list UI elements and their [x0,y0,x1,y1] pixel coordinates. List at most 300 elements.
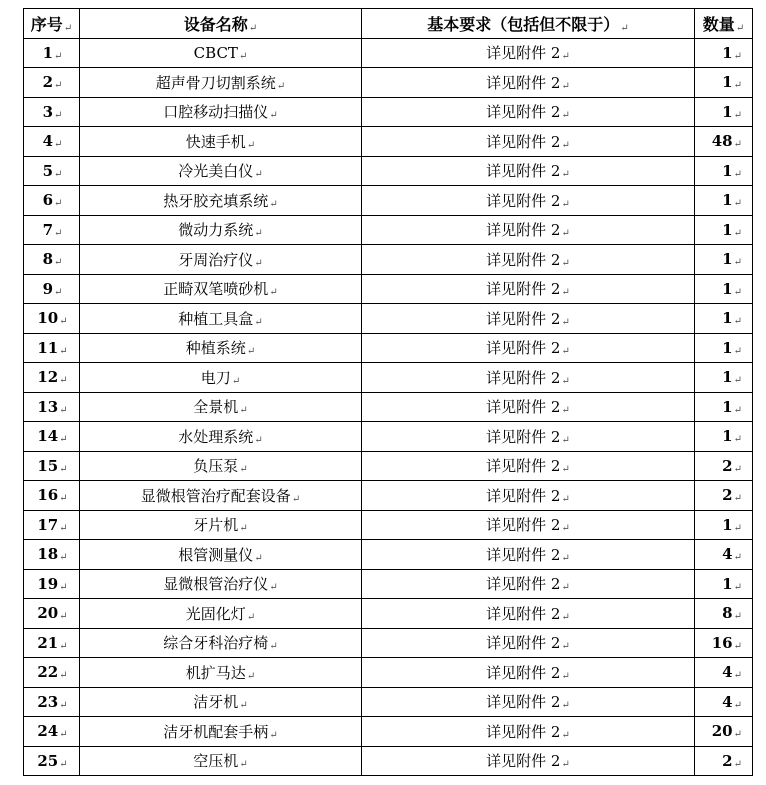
row-quantity-text: 1 [722,73,733,92]
row-serial-number-text: 18 [37,545,59,564]
paragraph-mark: ↵ [269,287,278,299]
paragraph-mark: ↵ [254,552,263,564]
row-requirement [362,599,695,629]
row-requirement-text: 详见附件 2 [486,309,561,328]
paragraph-mark: ↵ [561,198,570,210]
row-quantity-text: 1 [722,191,733,210]
header-equipment-name: 设备名称↵ [80,9,362,39]
paragraph-mark: ↵ [733,552,742,564]
row-serial-number-text: 20 [37,604,59,623]
row-requirement-text: 详见附件 2 [486,486,561,505]
row-equipment-name-text: 洁牙机配套手柄 [163,722,269,741]
paragraph-mark: ↵ [733,493,742,505]
paragraph-mark: ↵ [254,169,263,181]
paragraph-mark: ↵ [246,670,256,682]
table-row [24,540,753,570]
table-body [24,38,753,776]
header-serial-number: 序号↵ [24,9,80,39]
row-serial-number-text: 12 [37,368,59,387]
paragraph-mark: ↵ [733,699,742,711]
row-requirement [362,628,695,658]
row-quantity [695,156,753,186]
paragraph-mark: ↵ [561,464,570,476]
row-requirement [362,540,695,570]
paragraph-mark: ↵ [291,493,301,505]
paragraph-mark: ↵ [239,759,248,771]
table-row [24,274,753,304]
row-quantity [695,540,753,570]
row-quantity-text: 1 [722,574,733,593]
paragraph-mark: ↵ [733,50,742,62]
row-quantity [695,38,753,68]
row-quantity-text: 8 [722,604,733,623]
row-equipment-name [80,451,362,481]
row-equipment-name [80,717,362,747]
row-equipment-name [80,333,362,363]
row-serial-number-text: 21 [37,633,59,652]
table-row [24,687,753,717]
table-row [24,215,753,245]
row-equipment-name-text: 超声骨刀切割系统 [155,73,276,92]
row-serial-number [24,215,80,245]
row-equipment-name [80,392,362,422]
paragraph-mark: ↵ [59,316,68,328]
row-serial-number-text: 24 [37,722,59,741]
paragraph-mark: ↵ [733,434,742,446]
paragraph-mark: ↵ [733,227,742,239]
row-requirement-text: 详见附件 2 [486,250,561,269]
row-requirement [362,127,695,157]
row-serial-number [24,569,80,599]
row-quantity-text: 2 [722,486,733,505]
row-serial-number-text: 9 [42,279,54,298]
row-equipment-name-text: 洁牙机 [193,693,239,712]
paragraph-mark: ↵ [59,581,68,593]
row-requirement-text: 详见附件 2 [486,103,561,122]
row-equipment-name-text: 快速手机 [185,132,246,151]
row-equipment-name-text: 微动力系统 [178,221,254,240]
paragraph-mark: ↵ [231,375,241,387]
row-quantity-text: 1 [722,43,733,62]
row-quantity-text: 48 [711,132,733,151]
row-quantity [695,68,753,98]
row-serial-number-text: 3 [42,102,54,121]
row-serial-number-text: 25 [37,751,59,770]
row-equipment-name [80,68,362,98]
row-requirement [362,186,695,216]
paragraph-mark: ↵ [561,759,570,771]
row-requirement [362,38,695,68]
paragraph-mark: ↵ [59,729,68,741]
row-quantity [695,658,753,688]
row-serial-number [24,392,80,422]
row-serial-number [24,186,80,216]
row-equipment-name [80,38,362,68]
row-quantity-text: 2 [722,751,733,770]
row-serial-number [24,363,80,393]
row-equipment-name [80,481,362,511]
row-serial-number [24,540,80,570]
table-row [24,68,753,98]
row-equipment-name-text: 牙片机 [193,516,239,535]
paragraph-mark: ↵ [254,316,263,328]
row-quantity-text: 1 [722,220,733,239]
paragraph-mark: ↵ [54,168,63,180]
paragraph-mark: ↵ [254,257,263,269]
paragraph-mark: ↵ [561,611,570,623]
row-serial-number [24,245,80,275]
paragraph-mark: ↵ [733,729,742,741]
row-requirement [362,746,695,776]
row-quantity-text: 1 [722,279,733,298]
paragraph-mark: ↵ [561,169,570,181]
row-equipment-name-text: CBCT [193,43,238,62]
paragraph-mark: ↵ [59,699,68,711]
row-quantity [695,422,753,452]
table-header-row [24,9,753,39]
paragraph-mark: ↵ [561,641,570,653]
row-quantity-text: 1 [722,161,733,180]
row-quantity [695,363,753,393]
row-equipment-name [80,215,362,245]
table-row [24,658,753,688]
paragraph-mark: ↵ [239,405,248,417]
paragraph-mark: ↵ [59,758,68,770]
row-quantity [695,186,753,216]
row-quantity [695,717,753,747]
paragraph-mark: ↵ [54,109,63,121]
row-serial-number [24,451,80,481]
paragraph-mark: ↵ [54,80,63,92]
row-requirement-text: 详见附件 2 [486,604,561,623]
paragraph-mark: ↵ [254,228,263,240]
paragraph-mark: ↵ [733,375,742,387]
table-row [24,156,753,186]
row-serial-number [24,274,80,304]
paragraph-mark: ↵ [269,641,278,653]
paragraph-mark: ↵ [59,552,68,564]
paragraph-mark: ↵ [561,287,570,299]
row-quantity-text: 16 [711,633,733,652]
paragraph-mark: ↵ [561,346,570,358]
paragraph-mark: ↵ [733,463,742,475]
table-row [24,186,753,216]
row-equipment-name-text: 负压泵 [193,457,239,476]
row-requirement [362,274,695,304]
paragraph-mark: ↵ [733,80,742,92]
table-row [24,510,753,540]
paragraph-mark: ↵ [733,758,742,770]
paragraph-mark: ↵ [269,729,278,741]
equipment-table [23,8,753,776]
row-equipment-name [80,510,362,540]
paragraph-mark: ↵ [733,581,742,593]
row-equipment-name [80,156,362,186]
row-requirement [362,304,695,334]
paragraph-mark: ↵ [269,198,278,210]
row-requirement-text: 详见附件 2 [486,663,561,682]
row-serial-number-text: 11 [37,338,59,357]
row-quantity-text: 1 [722,102,733,121]
row-equipment-name [80,658,362,688]
paragraph-mark: ↵ [733,522,742,534]
table-row [24,127,753,157]
row-equipment-name [80,599,362,629]
row-requirement-text: 详见附件 2 [486,427,561,446]
row-serial-number-text: 14 [37,427,59,446]
row-serial-number-text: 2 [42,73,54,92]
row-requirement [362,422,695,452]
paragraph-mark: ↵ [561,700,570,712]
table-row [24,717,753,747]
paragraph-mark: ↵ [54,50,63,62]
row-quantity-text: 1 [722,515,733,534]
row-requirement [362,451,695,481]
row-requirement-text: 详见附件 2 [486,575,561,594]
row-quantity [695,127,753,157]
row-quantity [695,599,753,629]
row-equipment-name-text: 全景机 [193,398,239,417]
paragraph-mark: ↵ [54,139,63,151]
table-row [24,392,753,422]
row-equipment-name [80,127,362,157]
paragraph-mark: ↵ [246,611,256,623]
row-equipment-name-text: 水处理系统 [178,427,254,446]
row-equipment-name-text: 种植工具盒 [178,309,254,328]
paragraph-mark: ↵ [59,640,68,652]
row-requirement-text: 详见附件 2 [486,191,561,210]
row-serial-number [24,510,80,540]
paragraph-mark: ↵ [561,80,570,92]
row-quantity [695,510,753,540]
paragraph-mark: ↵ [54,257,63,269]
row-quantity-text: 4 [722,545,733,564]
paragraph-mark: ↵ [59,611,68,623]
paragraph-mark: ↵ [561,51,570,63]
paragraph-mark: ↵ [276,80,286,92]
row-requirement [362,245,695,275]
paragraph-mark: ↵ [733,611,742,623]
row-serial-number-text: 19 [37,574,59,593]
row-equipment-name [80,274,362,304]
paragraph-mark: ↵ [54,198,63,210]
paragraph-mark: ↵ [59,670,68,682]
paragraph-mark: ↵ [246,346,256,358]
row-serial-number [24,481,80,511]
row-requirement [362,97,695,127]
paragraph-mark: ↵ [733,257,742,269]
paragraph-mark: ↵ [561,670,570,682]
paragraph-mark: ↵ [561,523,570,535]
table-row [24,422,753,452]
row-quantity [695,97,753,127]
row-quantity [695,746,753,776]
row-equipment-name-text: 综合牙科治疗椅 [163,634,269,653]
row-quantity [695,245,753,275]
row-equipment-name-text: 冷光美白仪 [178,162,254,181]
row-requirement-text: 详见附件 2 [486,752,561,771]
row-equipment-name [80,422,362,452]
paragraph-mark: ↵ [733,345,742,357]
table-row [24,38,753,68]
paragraph-mark: ↵ [733,404,742,416]
paragraph-mark: ↵ [54,286,63,298]
table-row [24,481,753,511]
paragraph-mark: ↵ [254,434,263,446]
row-serial-number-text: 23 [37,692,59,711]
paragraph-mark: ↵ [239,464,248,476]
row-requirement-text: 详见附件 2 [486,132,561,151]
header-quantity: 数量↵ [695,9,753,39]
table-row [24,245,753,275]
row-equipment-name-text: 显微根管治疗仪 [163,575,269,594]
row-serial-number-text: 13 [37,397,59,416]
row-equipment-name [80,687,362,717]
row-quantity-text: 4 [722,663,733,682]
row-serial-number [24,658,80,688]
row-quantity-text: 1 [722,368,733,387]
row-requirement [362,569,695,599]
paragraph-mark: ↵ [733,286,742,298]
row-requirement [362,156,695,186]
row-quantity [695,333,753,363]
paragraph-mark: ↵ [59,522,68,534]
table-row [24,451,753,481]
header-basic-requirements: 基本要求（包括但不限于）↵ [362,9,695,39]
row-quantity-text: 1 [722,338,733,357]
row-quantity [695,481,753,511]
row-serial-number [24,127,80,157]
row-quantity [695,569,753,599]
paragraph-mark: ↵ [733,640,742,652]
paragraph-mark: ↵ [561,434,570,446]
row-requirement [362,215,695,245]
row-serial-number [24,717,80,747]
row-quantity [695,687,753,717]
row-equipment-name [80,97,362,127]
paragraph-mark: ↵ [59,493,68,505]
row-equipment-name-text: 热牙胶充填系统 [163,191,269,210]
row-requirement [362,658,695,688]
row-serial-number-text: 15 [37,456,59,475]
row-equipment-name [80,628,362,658]
row-equipment-name [80,363,362,393]
row-serial-number [24,687,80,717]
paragraph-mark: ↵ [561,405,570,417]
paragraph-mark: ↵ [561,552,570,564]
row-quantity-text: 1 [722,250,733,269]
paragraph-mark: ↵ [59,345,68,357]
paragraph-mark: ↵ [561,729,570,741]
row-quantity [695,628,753,658]
row-quantity [695,274,753,304]
row-quantity [695,215,753,245]
row-requirement-text: 详见附件 2 [486,221,561,240]
row-serial-number [24,333,80,363]
row-serial-number [24,156,80,186]
row-quantity-text: 1 [722,397,733,416]
paragraph-mark: ↵ [269,110,278,122]
paragraph-mark: ↵ [561,493,570,505]
row-equipment-name-text: 正畸双笔喷砂机 [163,280,269,299]
row-quantity [695,304,753,334]
paragraph-mark: ↵ [561,582,570,594]
row-requirement [362,510,695,540]
row-serial-number-text: 5 [42,161,54,180]
paragraph-mark: ↵ [733,198,742,210]
row-serial-number-text: 4 [42,132,54,151]
row-serial-number-text: 22 [37,663,59,682]
row-serial-number-text: 17 [37,515,59,534]
row-requirement-text: 详见附件 2 [486,722,561,741]
paragraph-mark: ↵ [239,700,248,712]
paragraph-mark: ↵ [246,139,256,151]
row-equipment-name [80,746,362,776]
row-equipment-name [80,540,362,570]
row-serial-number-text: 10 [37,309,59,328]
paragraph-mark: ↵ [59,404,68,416]
row-requirement-text: 详见附件 2 [486,368,561,387]
row-equipment-name [80,569,362,599]
table-row [24,363,753,393]
row-equipment-name-text: 根管测量仪 [178,545,254,564]
row-serial-number [24,68,80,98]
row-serial-number [24,746,80,776]
table-row [24,628,753,658]
row-requirement [362,481,695,511]
paragraph-mark: ↵ [733,168,742,180]
paragraph-mark: ↵ [733,316,742,328]
row-quantity-text: 4 [722,692,733,711]
row-serial-number [24,304,80,334]
row-requirement-text: 详见附件 2 [486,162,561,181]
paragraph-mark: ↵ [733,670,742,682]
paragraph-mark: ↵ [59,434,68,446]
row-equipment-name [80,186,362,216]
table-row [24,746,753,776]
row-requirement [362,392,695,422]
paragraph-mark: ↵ [561,110,570,122]
paragraph-mark: ↵ [59,463,68,475]
row-requirement [362,363,695,393]
row-requirement-text: 详见附件 2 [486,516,561,535]
row-serial-number [24,628,80,658]
row-serial-number-text: 8 [42,250,54,269]
paragraph-mark: ↵ [239,523,248,535]
row-equipment-name [80,304,362,334]
row-equipment-name-text: 牙周治疗仪 [178,250,254,269]
table-row [24,333,753,363]
row-serial-number-text: 7 [42,220,54,239]
cropped-heading-fragment [40,0,200,2]
paragraph-mark: ↵ [733,139,742,151]
paragraph-mark: ↵ [733,109,742,121]
paragraph-mark: ↵ [269,582,278,594]
row-requirement-text: 详见附件 2 [486,73,561,92]
paragraph-mark: ↵ [54,227,63,239]
paragraph-mark: ↵ [561,139,570,151]
row-requirement-text: 详见附件 2 [486,693,561,712]
table-row [24,97,753,127]
paragraph-mark: ↵ [238,50,248,62]
row-requirement [362,333,695,363]
row-equipment-name [80,245,362,275]
row-requirement [362,68,695,98]
paragraph-mark: ↵ [59,375,68,387]
row-serial-number-text: 1 [42,43,54,62]
row-serial-number [24,97,80,127]
row-quantity [695,451,753,481]
